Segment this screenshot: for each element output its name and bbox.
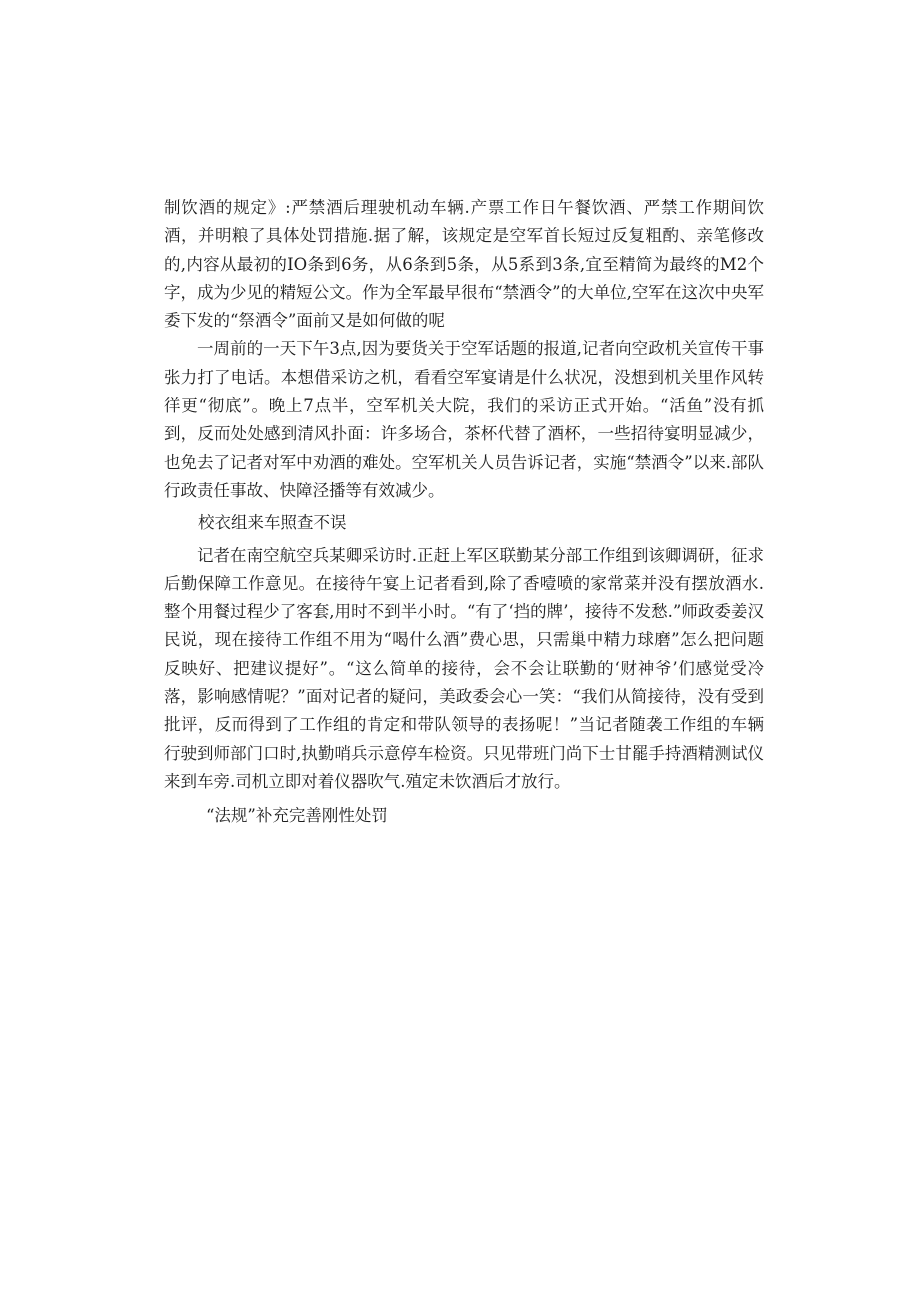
paragraph-reception-report: 记者在南空航空兵某卿采访时.正赶上军区联勤某分部工作组到该卿调研，征求后勤保障工作意见。在接待午宴上记者看到,除了香噎喷的家常菜并没有摆放酒水.整个用餐过程少了客套,用时不到半小时。“有了‘挡的牌’，接待不发愁.”师政委姜汉民说，现在接待工作组不用为“喝什么酒”费心思，只需巢中精力球磨”怎么把问题反映好、把建议提好”。“这么简单的接待，会不会让联勤的‘财神爷’们感觉受冷落，影响感情呢？”面对记者的疑问，美政委会心一笑：“我们从简接待，没有受到批评，反而得到了工作组的肯定和带队领导的表扬呢！”当记者随袭工作组的车辆行驶到师部门口时,执勤哨兵示意停车检资。只见带班门尚下士甘罷手持酒精测试仪来到车旁.司机立即对着仪器吹气.殖定未饮酒后才放行。: [164, 545, 764, 791]
document-body: [164, 194, 764, 835]
paragraph-interview-visit: 一周前的一天下午3点,因为要货关于空军话题的报道,记者向空政机关宣传干事张力打了电话。本想借采访之机，看看空军宴请是什么状况，没想到机关里作风转徉更“彻底”。晚上7点半，空军机关大院，我们的采访正式开始。“活鱼”没有抓到，反而处处感到清风扑面：许多场合，茶杯代替了酒杯，一些招待宴明显减少，也免去了记者对军中劝酒的难处。空军机关人员告诉记者，实施“禁酒令”以来.部队行政责任事故、快障泾播等有效减少。: [164, 339, 764, 500]
section-heading-regulations: “法规”补充完善刚性处罚: [206, 806, 388, 826]
section-heading-inspection: 校衣组来车照查不误: [198, 513, 347, 533]
paragraph-policy-intro: 制饮酒的规定》:严禁酒后理驶机动车辆.产票工作日午餐饮酒、严禁工作期间饮酒，并明粮了具体处罚措施.据了解，该规定是空军首长短过反复粗酌、亲笔修改的,内容从最初的IO条到6务，从6条到5条，从5系到3条,宜至精简为最终的M2个字，成为少见的精短公文。作为全军最早很布“禁酒令”的大单位,空军在这次中央军委下发的“祭酒令”面前又是如何做的呢: [164, 198, 764, 331]
